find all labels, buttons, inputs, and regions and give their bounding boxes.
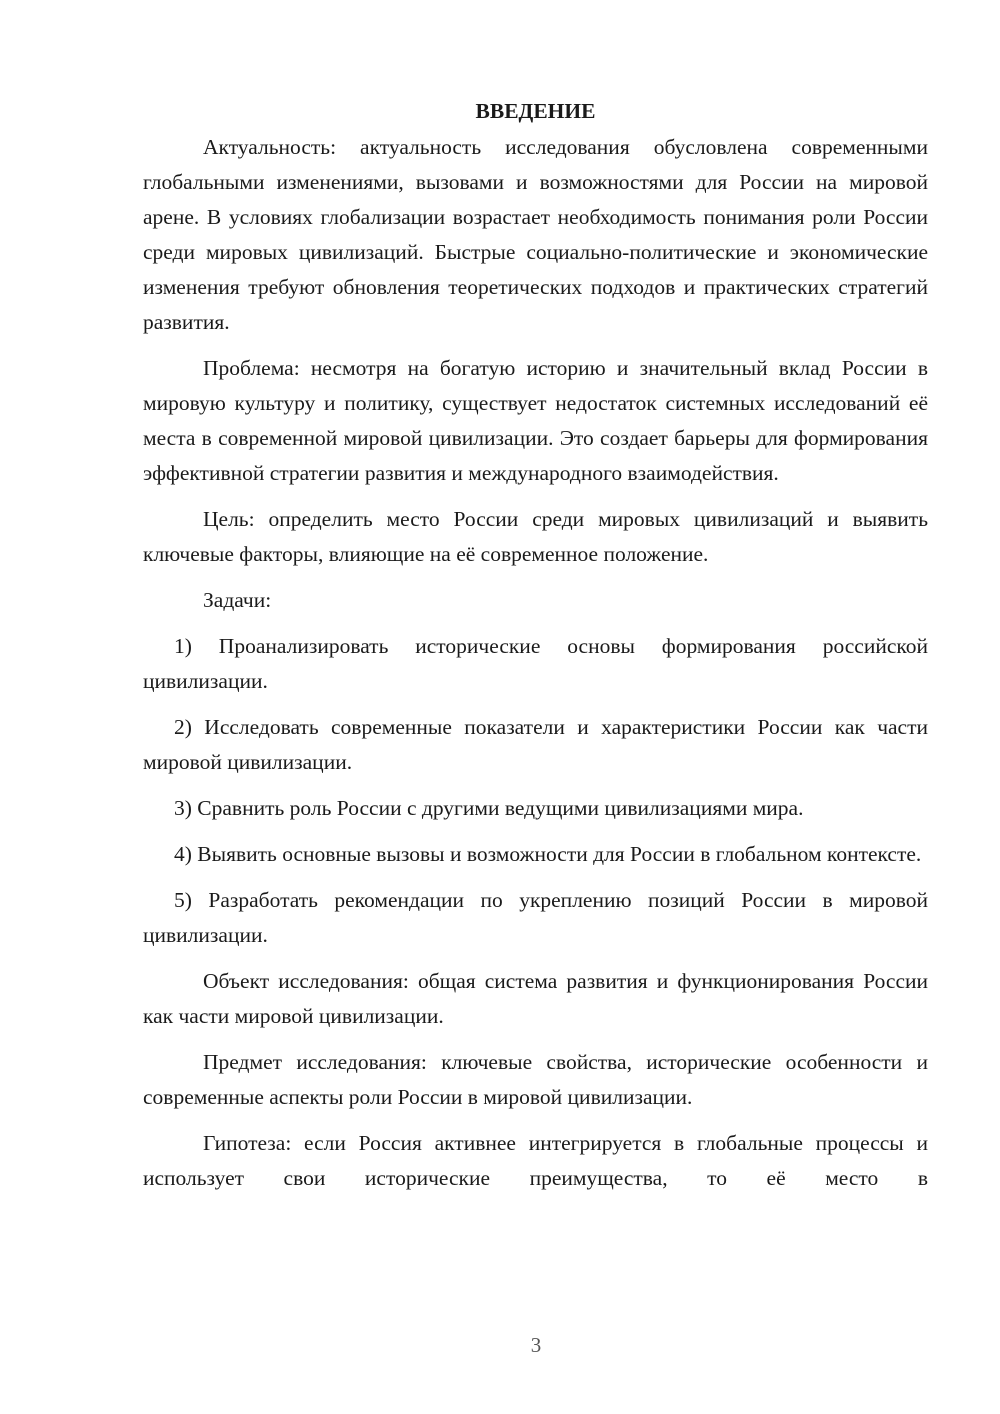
subject-paragraph: Предмет исследования: ключевые свойства, исторические особенности и современные аспекты роли России в мировой цивилизации. bbox=[143, 1050, 928, 1109]
task-item-1: 1) Проанализировать исторические основы формирования российской цивилизации. bbox=[143, 634, 928, 693]
goal-paragraph: Цель: определить место России среди мировых цивилизаций и выявить ключевые факторы, влияющие на её современное положение. bbox=[143, 507, 928, 566]
tasks-label: Задачи: bbox=[203, 588, 272, 612]
task-item-2: 2) Исследовать современные показатели и характеристики России как части мировой цивилизации. bbox=[143, 715, 928, 774]
relevance-paragraph: Актуальность: актуальность исследования обусловлена современными глобальными изменениями, вызовами и возможностями для России на мировой арене. В условиях глобализации возрастает необходимость понимания роли России среди мировых цивилизаций. Быстрые социально-политические и экономические изменения требуют обновления теоретических подходов и практических стратегий развития. bbox=[143, 135, 928, 334]
problem-paragraph: Проблема: несмотря на богатую историю и значительный вклад России в мировую культуру и политику, существует недостаток системных исследований её места в современной мировой цивилизации. Это создает барьеры для формирования эффективной стратегии развития и международного взаимодействия. bbox=[143, 356, 928, 485]
task-item-3: 3) Сравнить роль России с другими ведущими цивилизациями мира. bbox=[174, 796, 804, 820]
task-item-5: 5) Разработать рекомендации по укреплению позиций России в мировой цивилизации. bbox=[143, 888, 928, 947]
task-item-4: 4) Выявить основные вызовы и возможности для России в глобальном контексте. bbox=[174, 842, 922, 866]
object-paragraph: Объект исследования: общая система развития и функционирования России как части мировой цивилизации. bbox=[143, 969, 928, 1028]
page-number: 3 bbox=[530, 1333, 542, 1357]
page-content bbox=[143, 96, 928, 1207]
hypothesis-paragraph: Гипотеза: если Россия активнее интегрируется в глобальные процессы и использует свои исторические преимущества, то её место в bbox=[143, 1131, 928, 1190]
section-heading: ВВЕДЕНИЕ bbox=[475, 99, 596, 123]
